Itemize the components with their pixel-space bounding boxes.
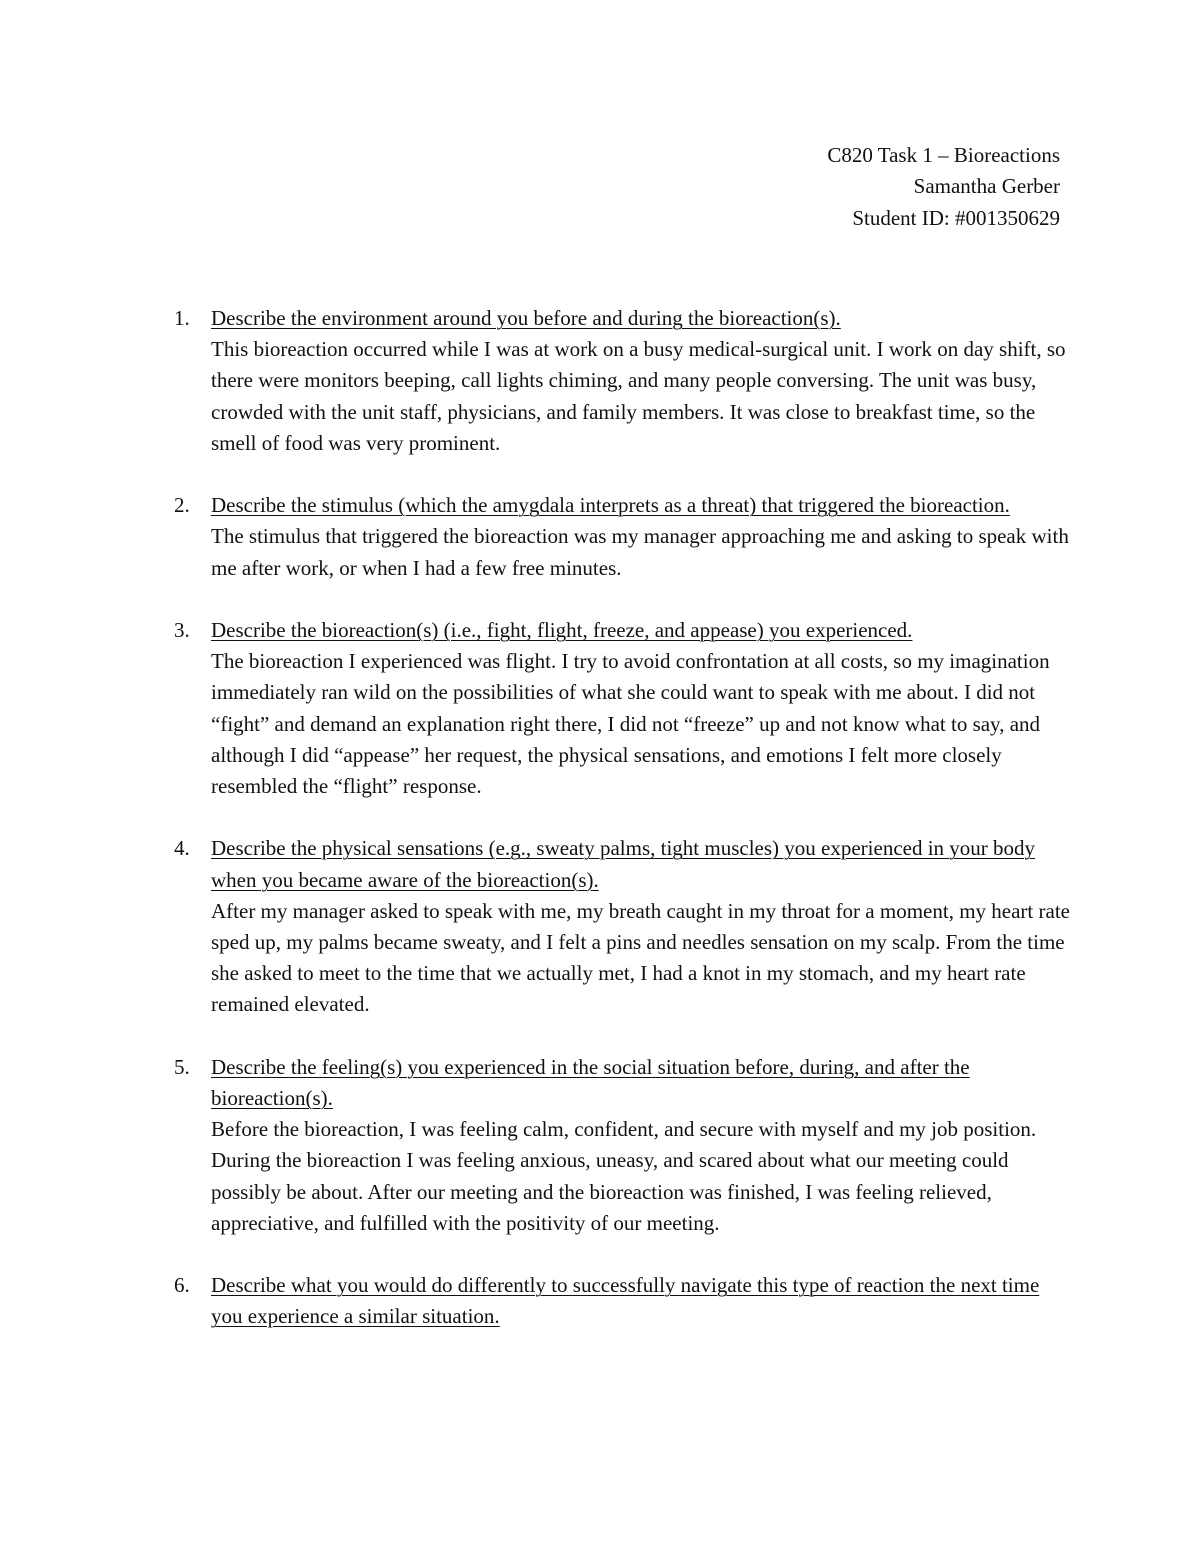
question-item-2 (174, 490, 1074, 584)
question-number: 6. (174, 1273, 190, 1298)
question-item-1 (174, 303, 1074, 459)
question-number: 5. (174, 1054, 190, 1079)
question-prompt: Describe the feeling(s) you experienced in the social situation before, during, and after the bioreaction(s). (211, 1054, 970, 1111)
question-prompt: Describe the physical sensations (e.g., sweaty palms, tight muscles) you experienced in your body when you became aware of the bioreaction(s). (211, 836, 1036, 892)
question-prompt: Describe the environment around you before and during the bioreaction(s). (211, 306, 841, 330)
question-number: 1. (174, 306, 190, 330)
question-prompt: Describe the bioreaction(s) (i.e., fight, flight, freeze, and appease) you experienced. (211, 618, 913, 642)
question-prompt: Describe the stimulus (which the amygdala interprets as a threat) that triggered the bioreaction. (211, 493, 1010, 518)
question-answer: The bioreaction I experienced was flight. I try to avoid confrontation at all costs, so my imagination immediately ran wild on the possibilities of what she could want to speak with me about. I did not “fight” and demand an explanation right there, I did not “freeze” up and not know what to say, and although I did “appease” her request, the physical sensations, and emotions I felt more closely resembled the “flight” response. (211, 649, 1050, 799)
question-number: 2. (174, 493, 190, 518)
question-answer: After my manager asked to speak with me, my breath caught in my throat for a moment, my heart rate sped up, my palms became sweaty, and I felt a pins and needles sensation on my scalp. From the time she asked to meet to the time that we actually met, I had a knot in my stomach, and my heart rate remained elevated. (211, 898, 1070, 1017)
question-item-5 (174, 1052, 1074, 1239)
author-name: Samantha Gerber (913, 174, 1060, 199)
question-list (174, 303, 1074, 1364)
question-answer: Before the bioreaction, I was feeling calm, confident, and secure with myself and my job position. During the bioreaction I was feeling anxious, uneasy, and scared about what our meeting could possibly be about. After our meeting and the bioreaction was finished, I was feeling relieved, appreciative, and fulfilled with the positivity of our meeting. (211, 1117, 1037, 1235)
question-answer: This bioreaction occurred while I was at work on a busy medical-surgical unit. I work on day shift, so there were monitors beeping, call lights chiming, and many people conversing. The unit was busy, crowded with the unit staff, physicians, and family members. It was close to breakfast time, so the smell of food was very prominent. (211, 337, 1066, 455)
assignment-title: C820 Task 1 – Bioreactions (827, 143, 1060, 167)
question-number: 4. (174, 836, 190, 861)
question-item-6 (174, 1270, 1074, 1332)
student-id: Student ID: #001350629 (852, 205, 1060, 230)
question-item-4 (174, 833, 1074, 1020)
question-answer: The stimulus that triggered the bioreaction was my manager approaching me and asking to speak with me after work, or when I had a few free minutes. (211, 524, 1069, 580)
question-prompt: Describe what you would do differently to successfully navigate this type of reaction the next time you experience a similar situation. (211, 1273, 1040, 1329)
question-item-3 (174, 615, 1074, 802)
question-number: 3. (174, 618, 190, 642)
document-header (827, 140, 1060, 234)
